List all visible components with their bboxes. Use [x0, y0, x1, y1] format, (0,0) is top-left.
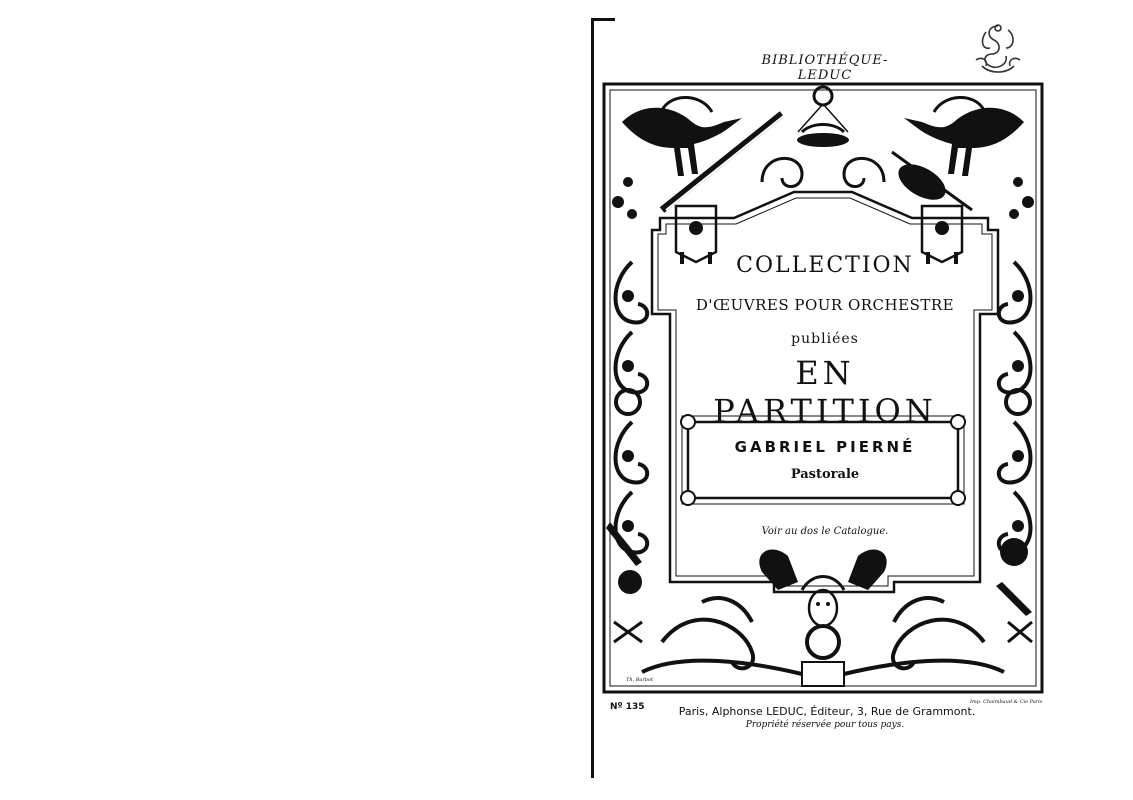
publisher-line: Paris, Alphonse LEDUC, Éditeur, 3, Rue de Grammont. — [678, 705, 976, 718]
monogram-icon — [968, 20, 1028, 80]
piece-title: Pastorale — [790, 467, 860, 482]
collection-title: COLLECTION — [736, 253, 914, 278]
published-line: publiées — [791, 331, 859, 347]
plate-edge-top — [591, 18, 615, 21]
score-title: EN PARTITION — [713, 354, 937, 430]
engraver-credit: Imp. Chaimbaud & Cie Paris — [970, 699, 1043, 705]
plate-number: Nº 135 — [610, 702, 645, 712]
works-subtitle: D'ŒUVRES POUR ORCHESTRE — [695, 296, 955, 314]
rights-line: Propriété réservée pour tous pays. — [745, 720, 905, 730]
plate-edge — [591, 18, 594, 778]
composer-name: GABRIEL PIERNÉ — [734, 438, 916, 456]
violin-icon — [892, 152, 972, 210]
catalogue-note: Voir au dos le Catalogue. — [761, 526, 889, 537]
artist-credit: Th. Barbot — [626, 677, 653, 683]
library-title: BIBLIOTHÉQUE-LEDUC — [761, 53, 889, 83]
